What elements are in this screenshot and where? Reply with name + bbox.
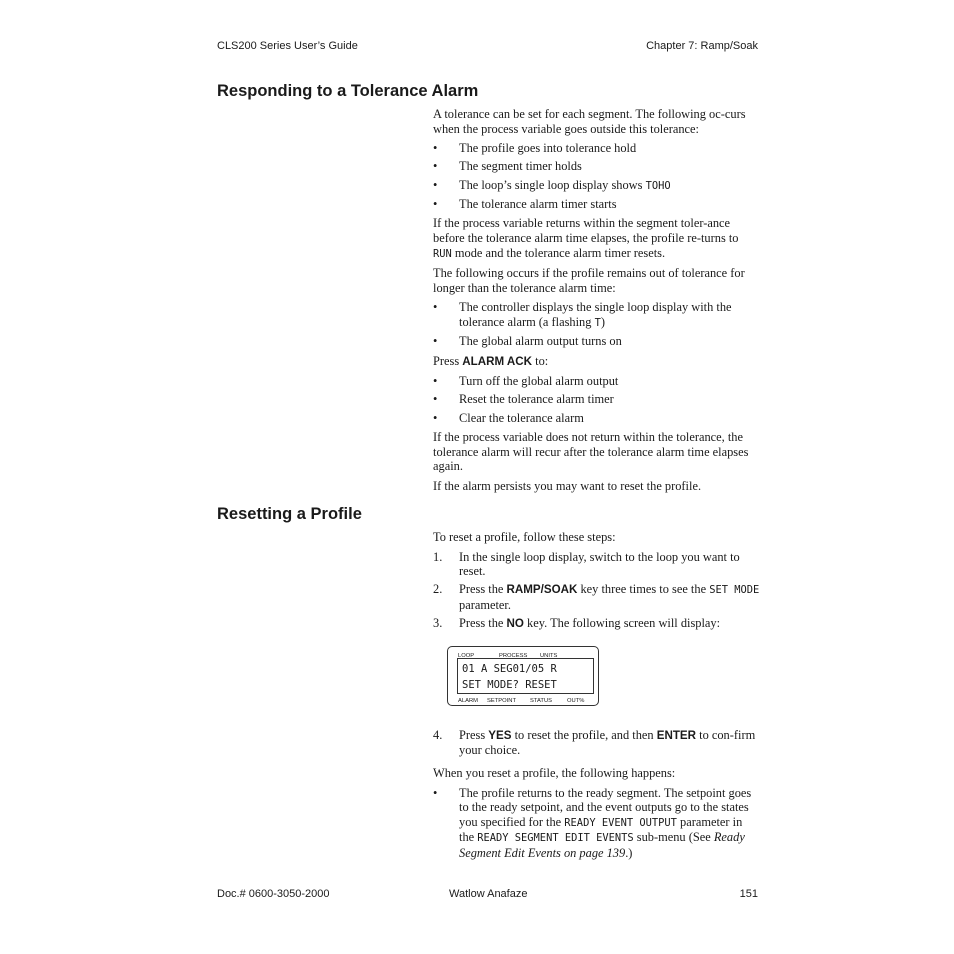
lcd-line-1: 01 A SEG01/05 R <box>462 662 557 675</box>
lcd-label-loop: LOOP <box>458 652 475 659</box>
paragraph-when-reset: When you reset a profile, the following happens: <box>433 765 676 780</box>
code-run: RUN <box>433 247 452 260</box>
code-ready-segment-edit-events: READY SEGMENT EDIT EVENTS <box>477 832 634 845</box>
code-set-mode: SET MODE <box>709 584 760 597</box>
list-item: • The profile goes into tolerance hold <box>433 141 637 156</box>
step-item: 3. Press the NO key. The following screen will display: <box>433 616 721 631</box>
lcd-line-2: SET MODE? RESET <box>462 678 557 691</box>
step-item: 1. In the single loop display, switch to the loop you want to reset. <box>433 549 740 579</box>
step-item: 2. Press the RAMP/SOAK key three times to see the SET MODE parameter. <box>433 582 760 612</box>
list-item: • Reset the tolerance alarm timer <box>433 392 614 407</box>
footer-company: Watlow Anafaze <box>449 888 528 900</box>
numbered-steps-continued <box>433 728 760 758</box>
key-no: NO <box>506 617 524 631</box>
cross-reference-link[interactable]: Ready Segment Edit Events on page 139 <box>459 830 745 860</box>
section-heading-tolerance-alarm: Responding to a Tolerance Alarm <box>217 82 479 100</box>
key-yes: YES <box>488 728 512 742</box>
lcd-label-units: UNITS <box>540 652 558 659</box>
paragraph-return-within: If the process variable returns within the segment toler-ance before the tolerance alarm time elapses, the profile re-turns to RUN mode and the tolerance alarm timer resets. <box>433 216 739 260</box>
footer-doc-number: Doc.# 0600-3050-2000 <box>217 888 330 900</box>
running-header-right: Chapter 7: Ramp/Soak <box>646 40 758 52</box>
code-t: T <box>594 316 601 329</box>
paragraph-press-alarm-ack: Press ALARM ACK to: <box>433 353 549 368</box>
bullet-list-reset-effects <box>433 786 760 861</box>
list-item: • The global alarm output turns on <box>433 334 622 349</box>
lcd-label-process: PROCESS <box>499 652 528 659</box>
list-item: • The tolerance alarm timer starts <box>433 196 617 211</box>
key-alarm-ack: ALARM ACK <box>462 354 533 368</box>
code-toho: TOHO <box>645 179 671 192</box>
numbered-steps <box>433 550 760 632</box>
lcd-label-setpoint: SETPOINT <box>487 697 516 704</box>
list-item: • The controller displays the single loop display with the tolerance alarm (a flashing T) <box>433 300 732 329</box>
key-ramp-soak: RAMP/SOAK <box>506 583 578 597</box>
list-item: • The loop’s single loop display shows TOHO <box>433 177 671 192</box>
list-item: • Turn off the global alarm output <box>433 374 619 389</box>
paragraph-alarm-recur: If the process variable does not return within the tolerance, the tolerance alarm will recur after the tolerance alarm time elapses again. <box>433 430 749 474</box>
section-body-resetting-profile <box>433 530 760 866</box>
intro-paragraph: To reset a profile, follow these steps: <box>433 530 616 544</box>
bullet-list-alarm-ack-actions <box>433 374 760 425</box>
lcd-label-status: STATUS <box>530 697 553 704</box>
intro-paragraph: A tolerance can be set for each segment. The following oc-curs when the process variable goes outside this tolerance: <box>433 107 746 136</box>
page-number: 151 <box>739 888 758 900</box>
list-item: • Clear the tolerance alarm <box>433 410 584 425</box>
section-heading-resetting-profile: Resetting a Profile <box>217 505 362 523</box>
running-header-left: CLS200 Series User’s Guide <box>217 40 358 52</box>
section-body-tolerance-alarm <box>433 107 760 499</box>
list-item: • The profile returns to the ready segment. The setpoint goes to the ready setpoint, and the event outputs go to the states you specified for the READY EVENT OUTPUT parameter in the READY SEGMENT EDIT EVENTS sub-menu (See Ready Segment Edit Events on page 139.) <box>433 785 752 860</box>
bullet-list-tolerance-effects <box>433 141 760 211</box>
key-enter: ENTER <box>656 728 697 742</box>
lcd-screen <box>457 658 594 694</box>
list-item: • The segment timer holds <box>433 159 582 174</box>
lcd-label-out: OUT% <box>567 697 585 704</box>
paragraph-alarm-persists: If the alarm persists you may want to reset the profile. <box>433 479 702 494</box>
lcd-display-figure <box>447 646 599 706</box>
paragraph-out-of-tolerance: The following occurs if the profile remains out of tolerance for longer than the tolerance alarm time: <box>433 266 745 295</box>
lcd-label-alarm: ALARM <box>458 697 478 704</box>
bullet-list-alarm-effects <box>433 300 760 348</box>
step-item: 4. Press YES to reset the profile, and then ENTER to con-firm your choice. <box>433 727 756 758</box>
code-ready-event-output: READY EVENT OUTPUT <box>564 816 677 829</box>
